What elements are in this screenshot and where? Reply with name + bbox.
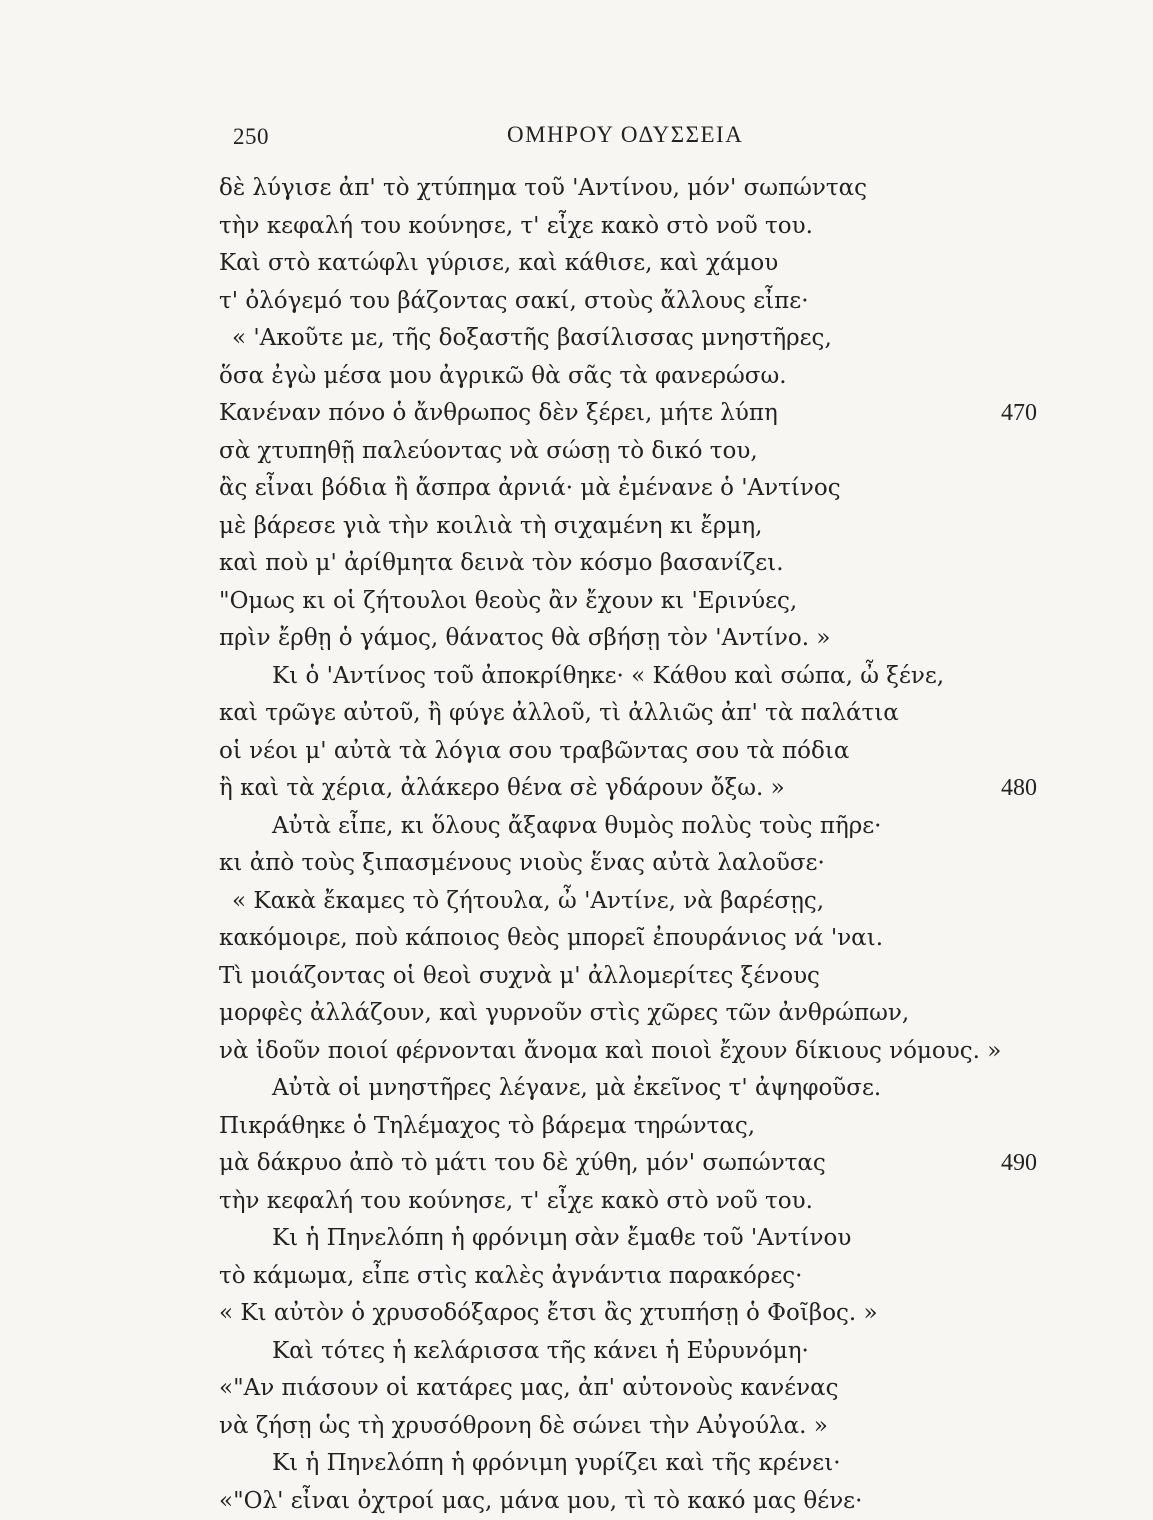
verse-line: [0, 883, 1153, 921]
verse-line: [0, 1108, 1153, 1146]
verse-text: τὸ κάμωμα, εἶπε στὶς καλὲς ἀγνάντια παρακόρες·: [219, 1258, 802, 1296]
verse-text: « Κακὰ ἔκαμες τὸ ζήτουλα, ὦ 'Αντίνε, νὰ βαρέσῃς,: [232, 883, 824, 921]
verse-line: [0, 583, 1153, 621]
verse-text: τ' ὀλόγεμό του βάζοντας σακί, στοὺς ἄλλους εἶπε·: [219, 283, 809, 321]
verse-text: κακόμοιρε, ποὺ κάποιος θεὸς μπορεῖ ἐπουράνιος νά 'ναι.: [219, 920, 883, 958]
verse-text: σὰ χτυπηθῇ παλεύοντας νὰ σώσῃ τὸ δικό του,: [219, 433, 758, 471]
verse-text: Κι ἡ Πηνελόπη ἡ φρόνιμη γυρίζει καὶ τῆς κρένει·: [272, 1445, 841, 1483]
verse-text: καὶ ποὺ μ' ἀρίθμητα δεινὰ τὸν κόσμο βασανίζει.: [219, 545, 784, 583]
verse-text: τὴν κεφαλή του κούνησε, τ' εἶχε κακὸ στὸ νοῦ του.: [219, 1183, 813, 1221]
verse-text: μὰ δάκρυο ἀπὸ τὸ μάτι του δὲ χύθη, μόν' σωπώντας: [219, 1145, 826, 1183]
verse-line: [0, 1070, 1153, 1108]
verse-line: [0, 1258, 1153, 1296]
verse-text: Τὶ μοιάζοντας οἱ θεοὶ συχνὰ μ' ἀλλομερίτες ξένους: [219, 958, 820, 996]
running-title: ΟΜΗΡΟΥ ΟΔΥΣΣΕΙΑ: [507, 122, 743, 148]
verse-line: [0, 845, 1153, 883]
verse-text: Αὐτὰ εἶπε, κι ὅλους ἄξαφνα θυμὸς πολὺς τοὺς πῆρε·: [272, 808, 881, 846]
verse-line: [0, 358, 1153, 396]
verse-line: [0, 470, 1153, 508]
verse-text: Πικράθηκε ὁ Τηλέμαχος τὸ βάρεμα τηρώντας,: [219, 1108, 755, 1146]
verse-line: [0, 1183, 1153, 1221]
verse-text: καὶ τρῶγε αὐτοῦ, ἢ φύγε ἀλλοῦ, τὶ ἀλλιῶς ἀπ' τὰ παλάτια: [219, 695, 899, 733]
verse-text: Κι ἡ Πηνελόπη ἡ φρόνιμη σὰν ἔμαθε τοῦ 'Αντίνου: [272, 1220, 851, 1258]
verse-line: [0, 283, 1153, 321]
verse-text: « Κι αὐτὸν ὁ χρυσοδόξαρος ἔτσι ἂς χτυπήσῃ ὁ Φοῖβος. »: [219, 1295, 878, 1333]
verse-line: [0, 545, 1153, 583]
line-number: 480: [1001, 770, 1037, 808]
verse-line: [0, 433, 1153, 471]
verse-text: Κι ὁ 'Αντίνος τοῦ ἀποκρίθηκε· « Κάθου καὶ σώπα, ὦ ξένε,: [272, 658, 944, 696]
verse-text: μὲ βάρεσε γιὰ τὴν κοιλιὰ τὴ σιχαμένη κι ἔρμη,: [219, 508, 762, 546]
verse-line: [0, 770, 1153, 808]
verse-text: πρὶν ἔρθῃ ὁ γάμος, θάνατος θὰ σβήσῃ τὸν 'Αντίνο. »: [219, 620, 830, 658]
verse-line: [0, 1033, 1153, 1071]
verse-line: [0, 658, 1153, 696]
verse-text: Καὶ στὸ κατώφλι γύρισε, καὶ κάθισε, καὶ χάμου: [219, 245, 778, 283]
verse-line: [0, 1145, 1153, 1183]
verse-text: «"Αν πιάσουν οἱ κατάρες μας, ἀπ' αὐτονοὺς κανένας: [219, 1370, 839, 1408]
verse-text: «"Ολ' εἶναι ὀχτροί μας, μάνα μου, τὶ τὸ κακό μας θένε·: [219, 1483, 862, 1520]
verse-line: [0, 808, 1153, 846]
verse-line: [0, 1220, 1153, 1258]
verse-text: τὴν κεφαλή του κούνησε, τ' εἶχε κακὸ στὸ νοῦ του.: [219, 208, 813, 246]
verse-line: [0, 170, 1153, 208]
verse-line: [0, 1333, 1153, 1371]
verse-line: [0, 1445, 1153, 1483]
verse-text: ἢ καὶ τὰ χέρια, ἀλάκερο θένα σὲ γδάρουν ὄξω. »: [219, 770, 785, 808]
poem-body: [0, 170, 1153, 1520]
verse-line: [0, 1483, 1153, 1520]
verse-line: [0, 208, 1153, 246]
verse-text: νὰ ἰδοῦν ποιοί φέρνονται ἄνομα καὶ ποιοὶ ἔχουν δίκιους νόμους. »: [219, 1033, 1001, 1071]
verse-line: [0, 320, 1153, 358]
verse-text: δὲ λύγισε ἀπ' τὸ χτύπημα τοῦ 'Αντίνου, μόν' σωπώντας: [219, 170, 867, 208]
verse-text: ἂς εἶναι βόδια ἢ ἄσπρα ἀρνιά· μὰ ἐμένανε ὁ 'Αντίνος: [219, 470, 841, 508]
verse-text: μορφὲς ἀλλάζουν, καὶ γυρνοῦν στὶς χῶρες τῶν ἀνθρώπων,: [219, 995, 909, 1033]
verse-line: [0, 245, 1153, 283]
verse-text: Αὐτὰ οἱ μνηστῆρες λέγανε, μὰ ἐκεῖνος τ' ἀψηφοῦσε.: [272, 1070, 881, 1108]
verse-text: « 'Ακοῦτε με, τῆς δοξαστῆς βασίλισσας μνηστῆρες,: [232, 320, 832, 358]
verse-line: [0, 695, 1153, 733]
verse-line: [0, 1370, 1153, 1408]
verse-text: Καὶ τότες ἡ κελάρισσα τῆς κάνει ἡ Εὐρυνόμη·: [272, 1333, 809, 1371]
verse-line: [0, 1295, 1153, 1333]
verse-line: [0, 620, 1153, 658]
verse-line: [0, 395, 1153, 433]
verse-line: [0, 1408, 1153, 1446]
verse-line: [0, 920, 1153, 958]
page-number: 250: [233, 124, 269, 150]
verse-line: [0, 733, 1153, 771]
verse-text: "Ομως κι οἱ ζήτουλοι θεοὺς ἂν ἔχουν κι 'Ερινύες,: [219, 583, 797, 621]
verse-text: ὅσα ἐγὼ μέσα μου ἀγρικῶ θὰ σᾶς τὰ φανερώσω.: [219, 358, 787, 396]
line-number: 470: [1001, 395, 1037, 433]
verse-text: Κανέναν πόνο ὁ ἄνθρωπος δὲν ξέρει, μήτε λύπη: [219, 395, 778, 433]
verse-line: [0, 995, 1153, 1033]
verse-text: οἱ νέοι μ' αὐτὰ τὰ λόγια σου τραβῶντας σου τὰ πόδια: [219, 733, 849, 771]
verse-line: [0, 958, 1153, 996]
verse-text: κι ἀπὸ τοὺς ξιπασμένους νιοὺς ἕνας αὐτὰ λαλοῦσε·: [219, 845, 825, 883]
verse-line: [0, 508, 1153, 546]
line-number: 490: [1001, 1145, 1037, 1183]
verse-text: νὰ ζήσῃ ὡς τὴ χρυσόθρονη δὲ σώνει τὴν Αὐγούλα. »: [219, 1408, 828, 1446]
